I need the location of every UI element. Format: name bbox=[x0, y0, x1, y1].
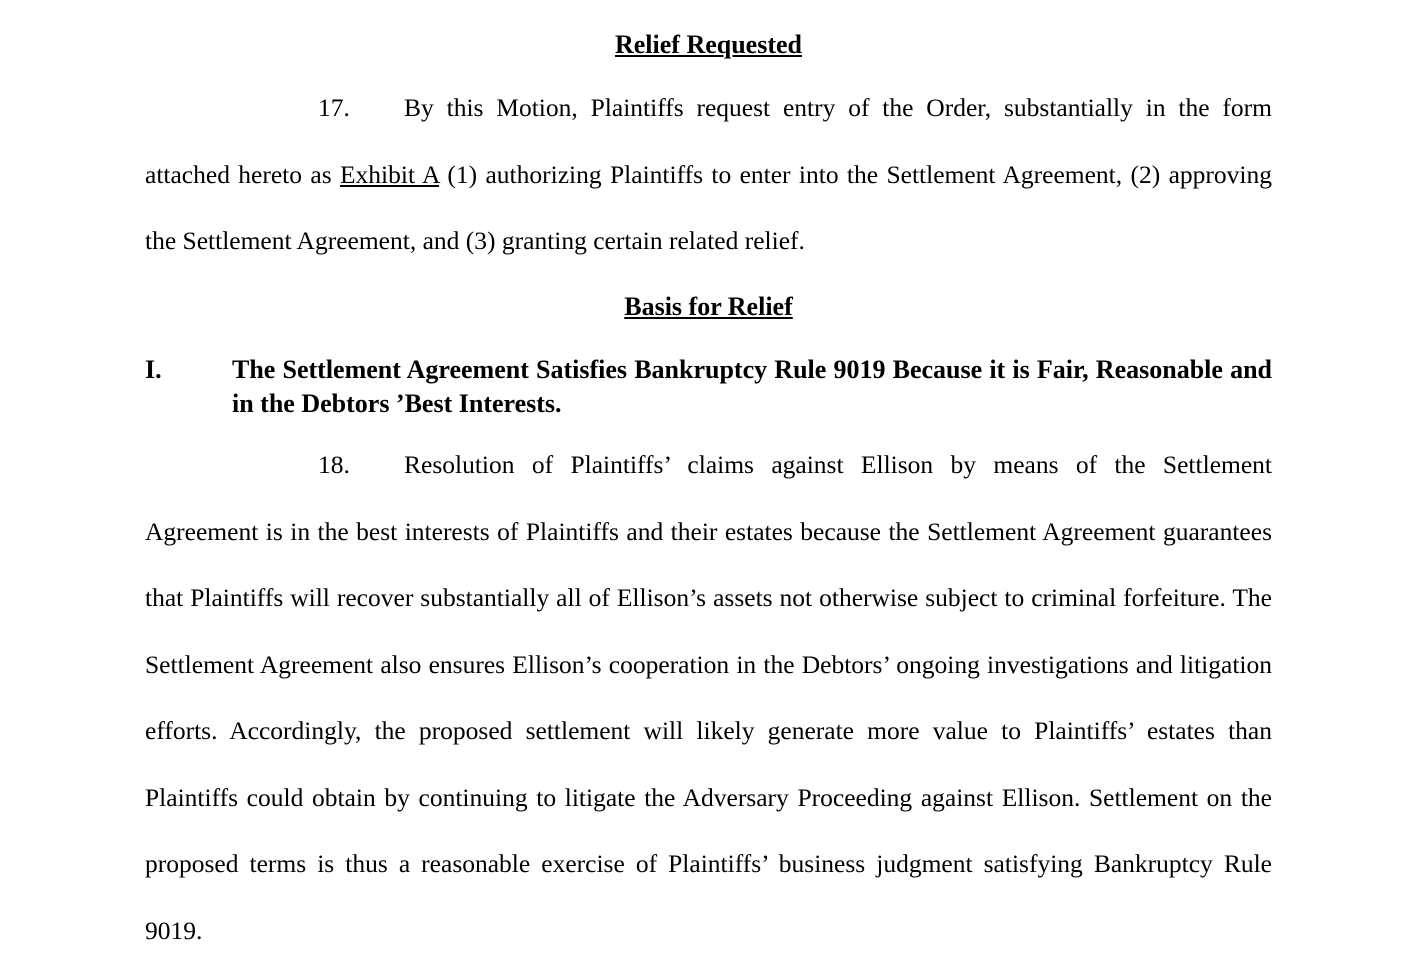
paragraph-18 bbox=[145, 432, 1272, 964]
section-heading-I bbox=[145, 353, 1272, 420]
paragraph-text: By this Motion, Plaintiffs request entry of the Order, substantially in the form attached hereto as bbox=[145, 93, 1272, 189]
paragraph-17 bbox=[145, 75, 1272, 275]
paragraph-number: 17. bbox=[318, 93, 350, 122]
exhibit-a-link[interactable]: Exhibit A bbox=[339, 159, 440, 189]
section-title: The Settlement Agreement Satisfies Bankruptcy Rule 9019 Because it is Fair, Reasonable and in the Debtors ’Best Interests. bbox=[232, 355, 1272, 418]
paragraph-number: 18. bbox=[318, 450, 350, 479]
paragraph-text: Resolution of Plaintiffs’ claims against Ellison by means of the Settlement Agreement is in the best interests of Plaintiffs and their estates because the Settlement Agreement guarantees that Plaintiffs will recover substantially all of Ellison’s assets not otherwise subject to criminal forfeiture. The Settlement Agreement also ensures Ellison’s cooperation in the Debtors’ ongoing investigations and litigation efforts. Accordingly, the proposed settlement will likely generate more value to Plaintiffs’ estates than Plaintiffs could obtain by continuing to litigate the Adversary Proceeding against Ellison. Settlement on the proposed terms is thus a reasonable exercise of Plaintiffs’ business judgment satisfying Bankruptcy Rule 9019. bbox=[145, 450, 1272, 945]
section-numeral: I. bbox=[145, 355, 162, 384]
heading-relief-requested: Relief Requested bbox=[614, 30, 802, 59]
heading-basis-for-relief: Basis for Relief bbox=[624, 292, 793, 321]
paragraph-text-continued: (1) authorizing Plaintiffs to enter into the Settlement Agreement, (2) approving the Settlement Agreement, and (3) granting certain related relief. bbox=[145, 159, 1272, 255]
